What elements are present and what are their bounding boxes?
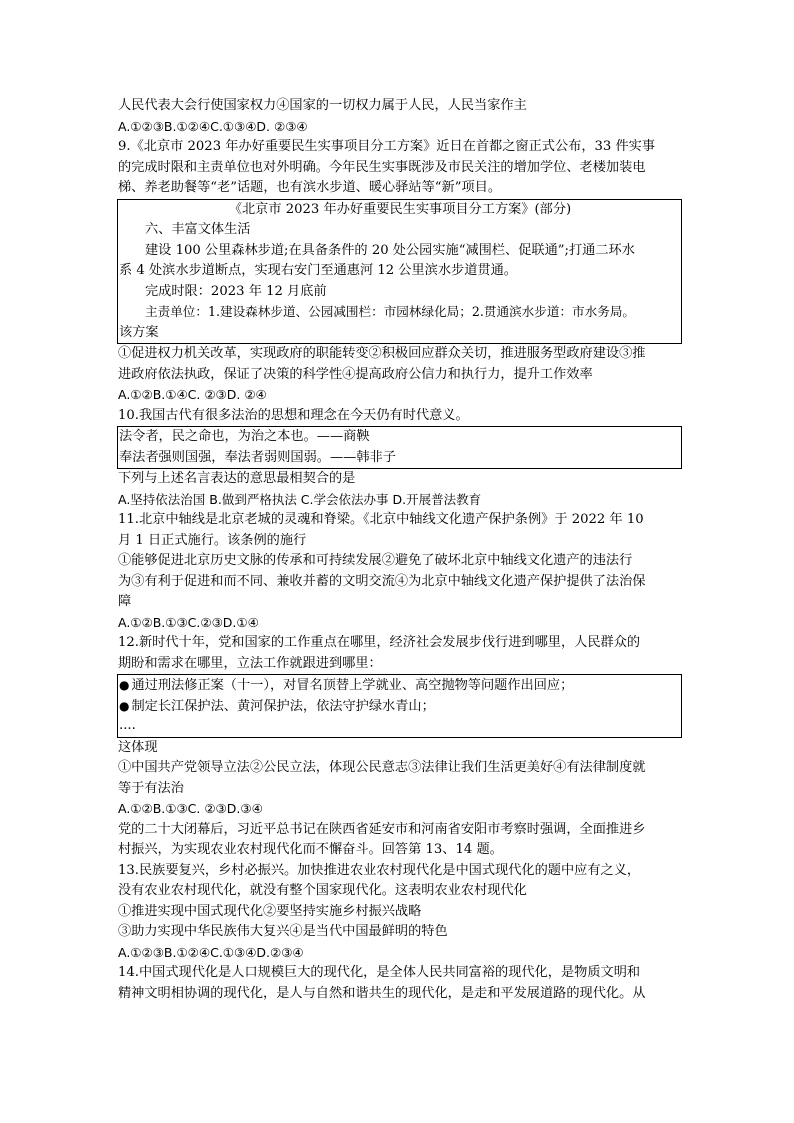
answer-options: A.①②B.①③C.②③D.①④ — [118, 614, 259, 630]
intro-paragraph: 党的二十大闭幕后，习近平总书记在陕西省延安市和河南省安阳市考察时强调，全面推进乡 — [118, 821, 646, 837]
question-13-stem: 13.民族要复兴，乡村必振兴。加快推进农业农村现代化是中国式现代化的题中应有之义， — [118, 862, 641, 878]
text-line: 村振兴，为实现农业农村现代化而不懈奋斗。回答第 13、14 题。 — [118, 842, 503, 857]
answer-options: A.①②B.①④C. ②③D. ②④ — [118, 387, 267, 402]
quote-line: 奉法者强则国强，奉法者弱则国弱。——韩非子 — [119, 449, 396, 465]
text-line: 等于有法治 — [118, 780, 184, 796]
document-page — [118, 96, 680, 1004]
text-line: 建设 100 公里森林步道;在具备条件的 20 处公园实施“减围栏、促联通”;打通二环水 — [145, 242, 635, 258]
answer-options: A.①②③B.①②④C.①③④D. ②③④ — [118, 118, 308, 134]
statement-options: ③助力实现中华民族伟大复兴④是当代中国最鲜明的特色 — [118, 924, 448, 939]
text-line: 梯、养老助餐等“老”话题，也有滨水步道、暖心驿站等“新”项目。 — [118, 180, 502, 195]
text-line: 为③有利于促进和而不同、兼收并蓄的文明交流④为北京中轴线文化遗产保护提供了法治保 — [118, 573, 646, 589]
text-line: 月 1 日正式施行。该条例的施行 — [118, 532, 307, 548]
statement-options: ①推进实现中国式现代化②要坚持实施乡村振兴战略 — [118, 903, 422, 919]
text-line: 系 4 处滨水步道断点，实现右安门至通惠河 12 公里滨水步道贯通。 — [119, 263, 517, 278]
text-line: 没有农业农村现代化，就没有整个国家现代化。这表明农业农村现代化 — [118, 883, 527, 898]
answer-options: A.①②③B.①②④C.①③④D.②③④ — [118, 944, 304, 960]
question-11-stem: 11.北京中轴线是北京老城的灵魂和脊梁。《北京中轴线文化遗产保护条例》于 2022 年 10 — [118, 512, 644, 527]
box-title: 《北京市 2023 年办好重要民生实事项目分工方案》(部分) — [228, 201, 572, 217]
text-line: 进政府依法执政，保证了决策的科学性④提高政府公信力和执行力，提升工作效率 — [118, 366, 593, 382]
question-14-stem: 14.中国式现代化是人口规模巨大的现代化，是全体人民共同富裕的现代化，是物质文明和 — [118, 965, 641, 980]
text-line: 障 — [118, 594, 132, 609]
question-9-stem: 9.《北京市 2023 年办好重要民生实事项目分工方案》近日在首都之窗正式公布，33 件实事 — [118, 139, 656, 154]
answer-options: A.坚持依法治国 B.做到严格执法 C.学会依法办事 D.开展普法教育 — [118, 491, 482, 507]
text-line: 这体现 — [118, 739, 158, 755]
text-line: 主责单位：1.建设森林步道、公园减围栏：市园林绿化局；2.贯通滨水步道：市水务局。 — [145, 304, 636, 319]
material-box-12 — [117, 674, 682, 738]
quote-line: 法令者，民之命也，为治之本也。——商鞅 — [119, 429, 370, 444]
ellipsis-line: .... — [119, 718, 136, 733]
statement-options: ①中国共产党领导立法②公民立法，体现公民意志③法律让我们生活更美好④有法律制度就 — [118, 760, 646, 775]
text-line: 人民代表大会行使国家权力④国家的一切权力属于人民，人民当家作主 — [118, 98, 527, 113]
statement-options: ①促进权力机关改革，实现政府的职能转变②积极回应群众关切，推进服务型政府建设③推 — [118, 346, 646, 361]
material-box-9 — [117, 199, 682, 345]
text-line: 完成时限：2023 年 12 月底前 — [145, 283, 327, 299]
bullet-item: ● 制定长江保护法、黄河保护法，依法守护绿水青山； — [119, 696, 681, 717]
text-line: 该方案 — [119, 324, 159, 340]
text-line: 下列与上述名言表达的意思最相契合的是 — [118, 471, 356, 486]
bullet-item: ● 通过刑法修正案（十一），对冒名顶替上学就业、高空抛物等问题作出回应； — [119, 675, 681, 696]
text-line: 精神文明相协调的现代化，是人与自然和谐共生的现代化，是走和平发展道路的现代化。从 — [118, 985, 646, 1001]
question-10-stem: 10.我国古代有很多法治的思想和理念在今天仍有时代意义。 — [118, 407, 469, 423]
question-12-stem: 12.新时代十年，党和国家的工作重点在哪里，经济社会发展步伐行进到哪里，人民群众的 — [118, 635, 641, 650]
statement-options: ①能够促进北京历史文脉的传承和可持续发展②避免了破坏北京中轴线文化遗产的违法行 — [118, 553, 633, 568]
text-line: 期盼和需求在哪里，立法工作就跟进到哪里： — [118, 655, 382, 671]
answer-options: A.①②B.①③C. ②③D.③④ — [118, 801, 263, 816]
text-line: 的完成时限和主责单位也对外明确。今年民生实事既涉及市民关注的增加学位、老楼加装电 — [118, 159, 646, 175]
material-box-10 — [117, 426, 682, 469]
text-line: 六、丰富文体生活 — [145, 222, 251, 237]
